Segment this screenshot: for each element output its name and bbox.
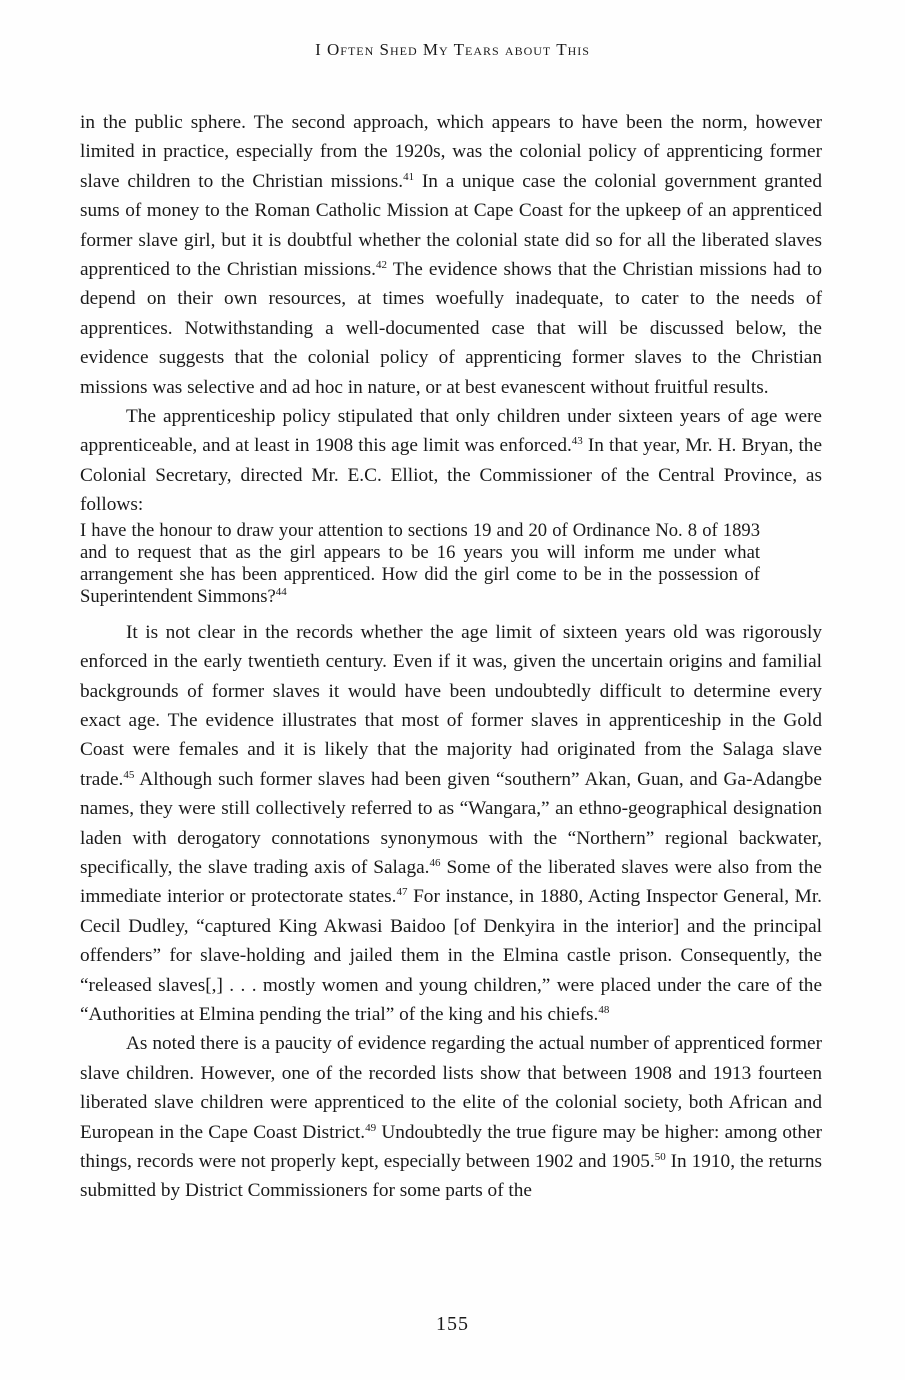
footnote-ref: 43 — [571, 435, 583, 448]
paragraph: As noted there is a paucity of evidence regarding the actual number of apprenticed former slave children. However, one of the recorded lists show that between 1908 and 1913 fourteen liberated slave children were apprenticed to the elite of the colonial society, both African and European in the Cape Coast District.$^{49}$ Undoubtedly the true figure may be higher: among other things, records were not properly kept, especially between 1902 and 1905.50 In 1910, the returns submitted by District Commissioners for some parts of the — [80, 1033, 823, 1202]
footnote-ref: 46 — [429, 856, 441, 869]
block-quote: I have the honour to draw your attention to sections 19 and 20 of Ordinance No. 8 of 1893 and to request that as the girl appears to be 16 years you will inform me under what arrangement she has been apprenticed. How did the girl come to be in the possession of Superintendent Simmons?$^{44}$ — [80, 519, 760, 607]
body-text — [80, 108, 822, 1206]
footnote-ref: 44 — [275, 585, 287, 598]
paragraph: It is not clear in the records whether the age limit of sixteen years old was rigorously enforced in the early twentieth century. Even if it was, given the uncertain origins and familial backgrounds of former slaves it would have been undoubtedly difficult to determine every exact age. The evidence illustrates that most of former slaves in apprenticeship in the Gold Coast were females and it is likely that the majority had originated from the Salaga slave trade.$^{45}$ Although such former slaves had been given “southern” Akan, Guan, and Ga-Adangbe names, they were still collectively referred to as “Wangara,” an ethno-geographical designation laden with derogatory connotations synonymous with the “Northern” regional backwater, specifically, the slave trading axis of Salaga.$^{46}$ Some of the liberated slaves were also from the immediate interior or protectorate states.$^{47}$ For instance, in 1880, Acting Inspector General, Mr. Cecil Dudley, “captured King Akwasi Baidoo [of Denkyira in the interior] and the principal offenders” for slave-holding and jailed them in the Elmina castle prison. Consequently, the “released slaves[,] . . . mostly women and young children,” were placed under the care of the “Authorities at Elmina pending the trial” of the king and his chiefs.$^{48}$ — [80, 621, 822, 1025]
footnote-ref: 41 — [403, 170, 415, 183]
paragraph: in the public sphere. The second approach, which appears to have been the norm, however limited in practice, especially from the 1920s, was the colonial policy of apprenticing former slave children to the Christian missions.$^{41}$ In a unique case the colonial government granted sums of money to the Roman Catholic Mission at Cape Coast for the upkeep of an apprenticed former slave girl, but it is doubtful whether the colonial state did so for all the liberated slaves apprenticed to the Christian missions.$^{42}$ The evidence shows that the Christian missions had to depend on their own resources, at times woefully inadequate, to cater to the needs of apprentices. Notwithstanding a well-documented case that will be discussed below, the evidence suggests that the colonial policy of apprenticing former slaves to the Christian missions was selective and ad hoc in nature, or at best evanescent without fruitful results. — [80, 112, 822, 398]
page-number: 155 — [436, 1313, 469, 1335]
footnote-ref: 49 — [365, 1121, 377, 1134]
running-head: I Often Shed My Tears about This — [315, 40, 590, 59]
footnote-ref: 48 — [598, 1003, 610, 1016]
footnote-ref: 47 — [396, 886, 408, 899]
footnote-ref: 42 — [376, 259, 387, 272]
footnote-ref: 50 — [654, 1151, 666, 1163]
footnote-ref: 45 — [123, 768, 135, 781]
paragraph: The apprenticeship policy stipulated that only children under sixteen years of age were apprenticeable, and at least in 1908 this age limit was enforced.$^{43}$ In that year, Mr. H. Bryan, the Colonial Secretary, directed Mr. E.C. Elliot, the Commissioner of the Central Province, as follows: — [80, 406, 822, 516]
